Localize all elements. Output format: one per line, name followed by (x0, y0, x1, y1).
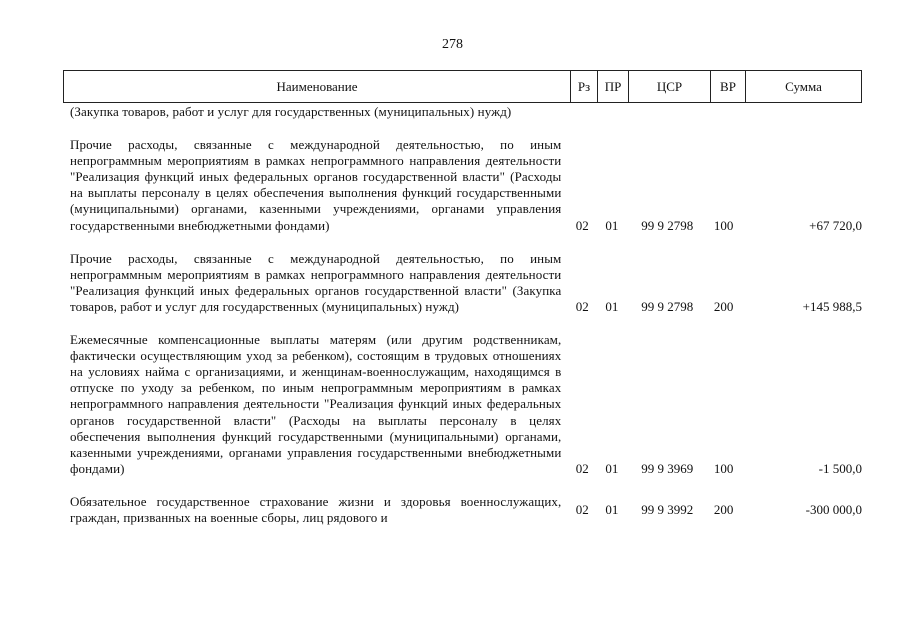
row-pr: 01 (605, 460, 619, 476)
row-pr: 01 (605, 501, 619, 517)
table-row (63, 332, 862, 477)
row-vr: 100 (713, 460, 734, 476)
row-sum: -300 000,0 (805, 501, 862, 517)
row-csr: 99 9 3992 (641, 501, 694, 517)
row-vr: 200 (713, 298, 734, 314)
table-header (63, 70, 862, 103)
row-pr: 01 (605, 217, 619, 233)
row-name: Прочие расходы, связанные с международной деятельностью, по иным непрограммным мероприятиям в рамках непрограммного направления деятельности "Реализация функций иных федеральных органов государственной власти" (Закупка товаров, работ и услуг для государственных (муниципальных) нужд) (70, 250, 562, 314)
row-name: (Закупка товаров, работ и услуг для государственных (муниципальных) нужд) (70, 104, 512, 119)
row-pr: 01 (605, 298, 619, 314)
row-sum: +145 988,5 (802, 298, 862, 314)
row-csr: 99 9 3969 (641, 460, 694, 476)
row-rz: 02 (575, 460, 589, 476)
row-name: Обязательное государственное страхование жизни и здоровья военнослужащих, граждан, призванных на военные сборы, лиц рядового и (70, 493, 562, 525)
row-name: Ежемесячные компенсационные выплаты матерям (или другим родственникам, фактически осуществляющим уход за ребенком), состоящим в трудовых отношениях на условиях найма с организациями, и женщинам-военнослужащим, находящимся в отпуске по уходу за ребенком, по иным непрограммным мероприятиям в рамках непрограммного направления деятельности "Реализация функций иных федеральных органов государственной власти" (Расходы на выплаты персоналу в целях обеспечения выполнения функций государственными (муниципальными) органами, казенными учреждениями, органами управления государственными внебюджетными фондами) (70, 332, 562, 476)
header-name: Наименование (276, 78, 358, 94)
row-rz: 02 (575, 501, 589, 517)
table-row (63, 137, 862, 234)
row-sum: +67 720,0 (809, 217, 862, 233)
row-sum: -1 500,0 (818, 460, 862, 476)
budget-table (63, 70, 862, 526)
header-csr: ЦСР (628, 71, 710, 102)
table-row (63, 251, 862, 315)
row-rz: 02 (575, 298, 589, 314)
row-csr: 99 9 2798 (641, 298, 694, 314)
row-csr: 99 9 2798 (641, 217, 694, 233)
header-vr: ВР (710, 71, 745, 102)
row-rz: 02 (575, 217, 589, 233)
table-row (63, 104, 862, 120)
page-number: 278 (442, 37, 463, 52)
row-vr: 200 (713, 501, 734, 517)
table-row (63, 494, 862, 526)
row-name: Прочие расходы, связанные с международной деятельностью, по иным непрограммным мероприятиям в рамках непрограммного направления деятельности "Реализация функций иных федеральных органов государственной власти" (Расходы на выплаты персоналу в целях обеспечения выполнения функций государственными (муниципальными) органами, казенными учреждениями, органами управления государственными внебюджетными фондами) (70, 137, 562, 233)
header-rz: Рз (570, 71, 597, 102)
header-pr: ПР (597, 71, 628, 102)
header-sum: Сумма (745, 71, 861, 102)
row-vr: 100 (713, 217, 734, 233)
